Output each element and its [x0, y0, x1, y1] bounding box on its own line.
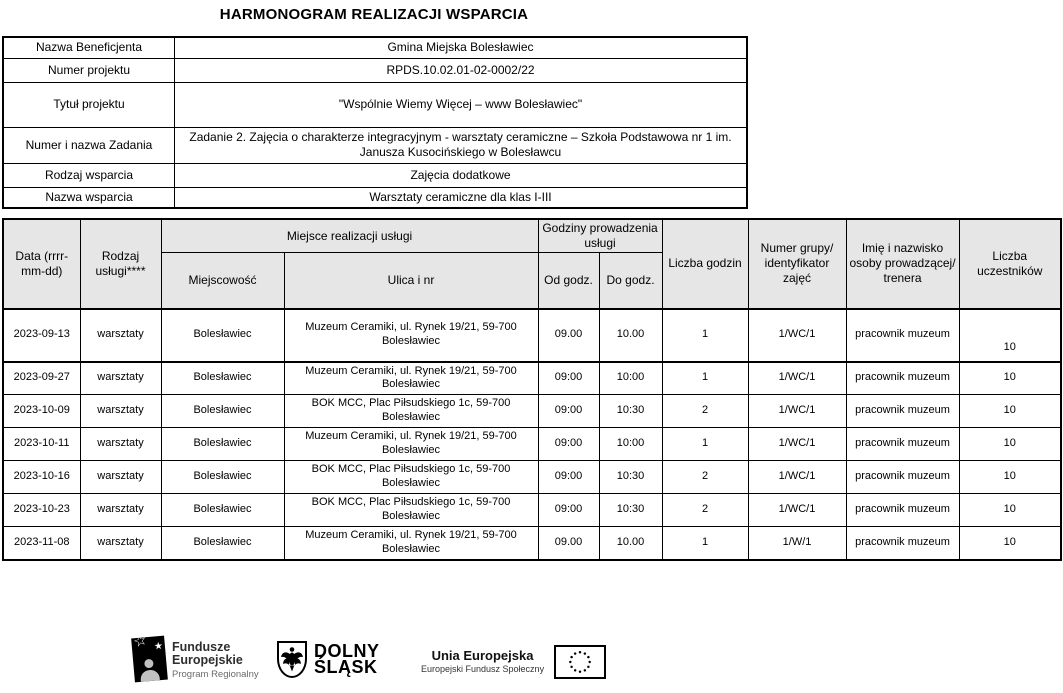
- fundusze-europejskie-text: [172, 637, 259, 681]
- cell-to-hour: 10:30: [599, 395, 662, 428]
- schedule-row: [3, 428, 1061, 461]
- cell-participants: 10: [959, 362, 1061, 395]
- cell-group-number: 1/WC/1: [748, 309, 846, 362]
- cell-service-type: warsztaty: [80, 494, 161, 527]
- cell-participants: 10: [959, 428, 1061, 461]
- cell-participants: 10: [959, 527, 1061, 560]
- schedule-row: [3, 527, 1061, 560]
- info-value-project-title: "Wspólnie Wiemy Więcej – www Bolesławiec": [175, 82, 748, 127]
- schedule-row: [3, 362, 1061, 395]
- info-row: [3, 82, 747, 127]
- cell-trainer: pracownik muzeum: [846, 395, 959, 428]
- unia-europejska-label: Unia Europejska: [431, 648, 534, 663]
- col-header-service-type: Rodzaj usługi****: [80, 219, 161, 309]
- cell-group-number: 1/WC/1: [748, 494, 846, 527]
- cell-trainer: pracownik muzeum: [846, 494, 959, 527]
- cell-street: Muzeum Ceramiki, ul. Rynek 19/21, 59-700 Bolesławiec: [284, 428, 538, 461]
- star-icon: ★: [153, 640, 164, 653]
- cell-participants: 10: [959, 395, 1061, 428]
- cell-hours-count: 1: [662, 527, 748, 560]
- slask-label: ŚLĄSK: [314, 657, 378, 677]
- cell-street: BOK MCC, Plac Piłsudskiego 1c, 59-700 Bolesławiec: [284, 494, 538, 527]
- cell-trainer: pracownik muzeum: [846, 362, 959, 395]
- info-label-project-title: Tytuł projektu: [3, 82, 175, 127]
- europejskie-label: Europejskie: [172, 652, 243, 667]
- cell-trainer: pracownik muzeum: [846, 461, 959, 494]
- info-row: [3, 58, 747, 82]
- cell-street: Muzeum Ceramiki, ul. Rynek 19/21, 59-700 Bolesławiec: [284, 362, 538, 395]
- cell-date: 2023-10-16: [3, 461, 80, 494]
- cell-participants: 10: [959, 309, 1061, 362]
- cell-service-type: warsztaty: [80, 395, 161, 428]
- cell-to-hour: 10.00: [599, 309, 662, 362]
- footer-logos: [0, 630, 1063, 687]
- col-header-hours-count: Liczba godzin: [662, 219, 748, 309]
- cell-service-type: warsztaty: [80, 309, 161, 362]
- cell-date: 2023-10-09: [3, 395, 80, 428]
- cell-to-hour: 10.00: [599, 527, 662, 560]
- cell-city: Bolesławiec: [161, 362, 284, 395]
- info-label-support-name: Nazwa wsparcia: [3, 187, 175, 208]
- fundusze-label: Fundusze: [172, 639, 231, 654]
- cell-from-hour: 09:00: [538, 494, 599, 527]
- program-regionalny-label: Program Regionalny: [172, 668, 259, 680]
- fundusze-europejskie-logo: [131, 630, 259, 681]
- person-silhouette-body-icon: [140, 669, 160, 682]
- col-header-from: Od godz.: [538, 253, 599, 309]
- cell-from-hour: 09:00: [538, 461, 599, 494]
- info-value-project-number: RPDS.10.02.01-02-0002/22: [175, 58, 748, 82]
- info-value-support-name: Warsztaty ceramiczne dla klas I-III: [175, 187, 748, 208]
- cell-date: 2023-10-23: [3, 494, 80, 527]
- cell-date: 2023-10-11: [3, 428, 80, 461]
- dolny-slask-text: [314, 643, 380, 675]
- cell-service-type: warsztaty: [80, 461, 161, 494]
- cell-street: BOK MCC, Plac Piłsudskiego 1c, 59-700 Bolesławiec: [284, 461, 538, 494]
- unia-europejska-text: [421, 649, 544, 674]
- page-title: HARMONOGRAM REALIZACJI WSPARCIA: [219, 6, 529, 23]
- cell-street: Muzeum Ceramiki, ul. Rynek 19/21, 59-700 Bolesławiec: [284, 309, 538, 362]
- info-row: [3, 163, 747, 187]
- dolny-slask-logo: [277, 641, 380, 678]
- cell-hours-count: 1: [662, 428, 748, 461]
- col-header-street: Ulica i nr: [284, 253, 538, 309]
- cell-city: Bolesławiec: [161, 527, 284, 560]
- cell-from-hour: 09.00: [538, 309, 599, 362]
- cell-to-hour: 10:30: [599, 461, 662, 494]
- cell-to-hour: 10:00: [599, 362, 662, 395]
- cell-group-number: 1/WC/1: [748, 428, 846, 461]
- cell-hours-count: 1: [662, 309, 748, 362]
- cell-date: 2023-11-08: [3, 527, 80, 560]
- cell-trainer: pracownik muzeum: [846, 428, 959, 461]
- cell-to-hour: 10:00: [599, 428, 662, 461]
- cell-trainer: pracownik muzeum: [846, 309, 959, 362]
- cell-date: 2023-09-13: [3, 309, 80, 362]
- unia-europejska-logo: [421, 645, 606, 679]
- info-row: [3, 127, 747, 163]
- cell-from-hour: 09.00: [538, 527, 599, 560]
- info-row: [3, 187, 747, 208]
- schedule-row: [3, 461, 1061, 494]
- cell-group-number: 1/WC/1: [748, 395, 846, 428]
- cell-service-type: warsztaty: [80, 527, 161, 560]
- cell-participants: 10: [959, 494, 1061, 527]
- dolny-label: DOLNY: [314, 641, 380, 661]
- col-header-place-group: Miejsce realizacji usługi: [161, 219, 538, 253]
- info-row: [3, 37, 747, 58]
- cell-trainer: pracownik muzeum: [846, 527, 959, 560]
- cell-city: Bolesławiec: [161, 395, 284, 428]
- cell-date: 2023-09-27: [3, 362, 80, 395]
- cell-city: Bolesławiec: [161, 309, 284, 362]
- info-value-beneficiary: Gmina Miejska Bolesławiec: [175, 37, 748, 58]
- cell-street: BOK MCC, Plac Piłsudskiego 1c, 59-700 Bolesławiec: [284, 395, 538, 428]
- cell-hours-count: 1: [662, 362, 748, 395]
- schedule-table: [2, 218, 1062, 561]
- project-info-table: [2, 36, 748, 209]
- info-label-project-number: Numer projektu: [3, 58, 175, 82]
- cell-city: Bolesławiec: [161, 494, 284, 527]
- info-value-support-type: Zajęcia dodatkowe: [175, 163, 748, 187]
- cell-hours-count: 2: [662, 395, 748, 428]
- col-header-date: Data (rrrr-mm-dd): [3, 219, 80, 309]
- cell-group-number: 1/WC/1: [748, 362, 846, 395]
- col-header-city: Miejscowość: [161, 253, 284, 309]
- schedule-row: [3, 395, 1061, 428]
- col-header-group-number: Numer grupy/ identyfikator zajęć: [748, 219, 846, 309]
- cell-street: Muzeum Ceramiki, ul. Rynek 19/21, 59-700 Bolesławiec: [284, 527, 538, 560]
- info-label-task-name: Numer i nazwa Zadania: [3, 127, 175, 163]
- cell-group-number: 1/W/1: [748, 527, 846, 560]
- person-silhouette-head-icon: [144, 658, 154, 668]
- cell-to-hour: 10:30: [599, 494, 662, 527]
- cell-from-hour: 09:00: [538, 395, 599, 428]
- col-header-to: Do godz.: [599, 253, 662, 309]
- cell-group-number: 1/WC/1: [748, 461, 846, 494]
- schedule-header-row-1: [3, 219, 1061, 253]
- eu-flag-icon: [554, 645, 606, 679]
- cell-participants: 10: [959, 461, 1061, 494]
- schedule-row: [3, 309, 1061, 362]
- fundusze-europejskie-flag-icon: [131, 630, 168, 682]
- col-header-hours-group: Godziny prowadzenia usługi: [538, 219, 662, 253]
- silesian-eagle-crest-icon: [277, 641, 307, 678]
- cell-from-hour: 09:00: [538, 362, 599, 395]
- cell-city: Bolesławiec: [161, 428, 284, 461]
- col-header-participants: Liczba uczestników: [959, 219, 1061, 309]
- efs-label: Europejski Fundusz Społeczny: [421, 664, 545, 674]
- info-value-task-name: Zadanie 2. Zajęcia o charakterze integracyjnym - warsztaty ceramiczne – Szkoła Podstawowa nr 1 im. Janusza Kusocińskiego w Bolesławcu: [175, 127, 748, 163]
- cell-hours-count: 2: [662, 494, 748, 527]
- col-header-trainer: Imię i nazwisko osoby prowadzącej/ trenera: [846, 219, 959, 309]
- cell-service-type: warsztaty: [80, 428, 161, 461]
- schedule-row: [3, 494, 1061, 527]
- cell-from-hour: 09:00: [538, 428, 599, 461]
- star-outline-icon: ☆: [131, 630, 150, 651]
- cell-service-type: warsztaty: [80, 362, 161, 395]
- info-label-beneficiary: Nazwa Beneficjenta: [3, 37, 175, 58]
- info-label-support-type: Rodzaj wsparcia: [3, 163, 175, 187]
- cell-city: Bolesławiec: [161, 461, 284, 494]
- cell-hours-count: 2: [662, 461, 748, 494]
